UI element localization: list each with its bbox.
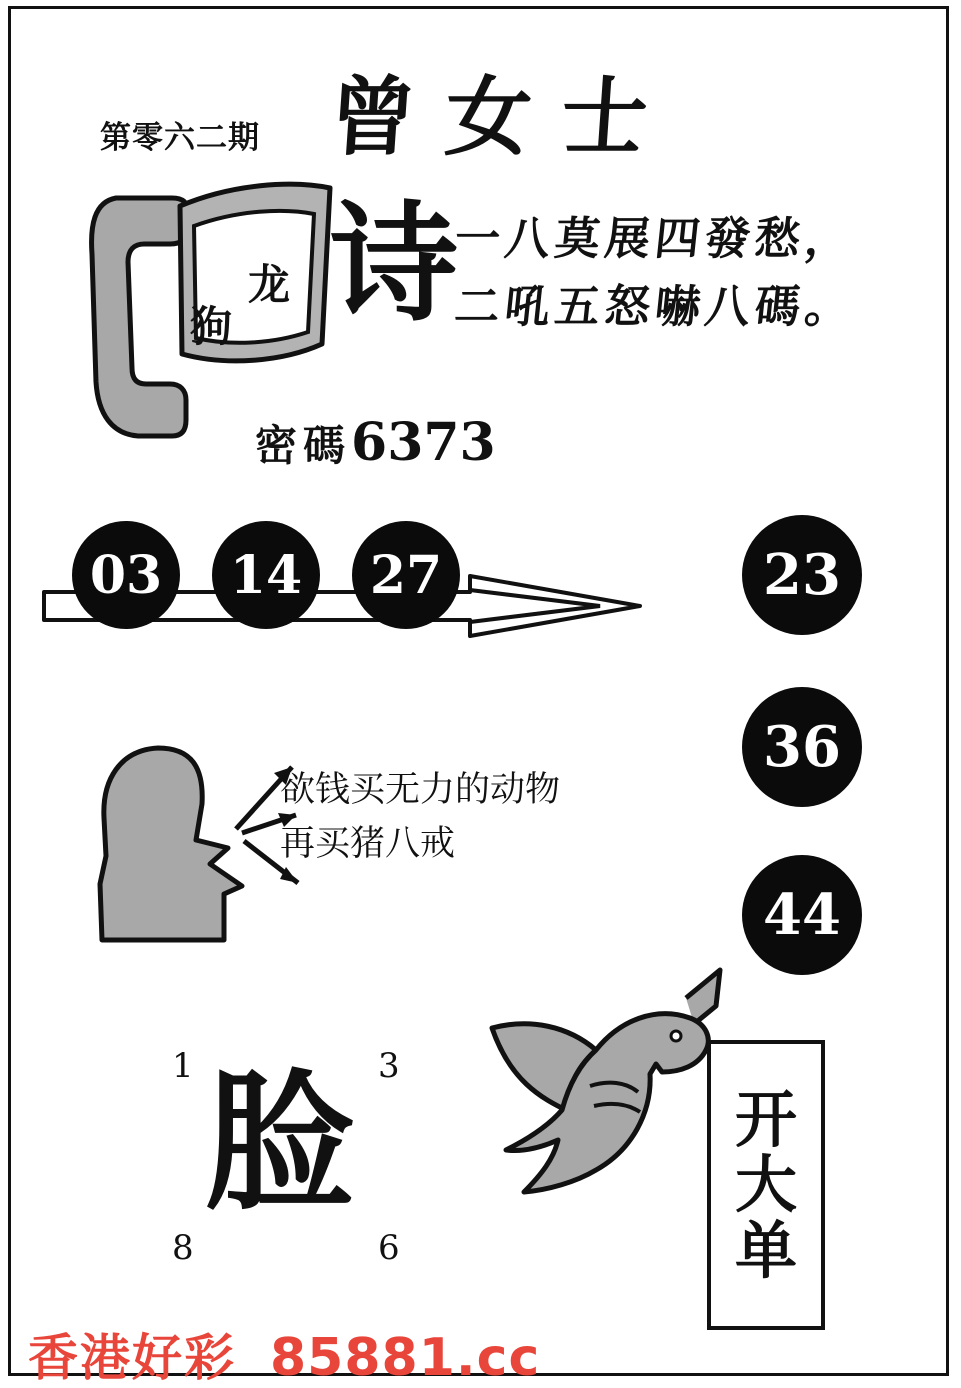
poem-line-2: 二吼五怒嚇八碼。: [452, 279, 858, 333]
zodiac-gou-label: 狗: [190, 302, 233, 351]
vertical-char-2: 大: [734, 1148, 797, 1222]
vertical-char-3: 单: [734, 1213, 797, 1287]
number-ball-side: 44: [742, 855, 862, 975]
poem-line-1: 一八莫展四發愁，: [452, 212, 858, 265]
footer: [28, 1318, 540, 1388]
vertical-text-box: [707, 1040, 825, 1330]
vertical-char-1: 开: [734, 1083, 797, 1157]
speech-line-1: 欲钱买无力的动物: [280, 770, 561, 810]
zodiac-long-label: 龙: [248, 260, 291, 309]
footer-url[interactable]: 85881.cc: [270, 1328, 541, 1388]
number-ball: 27: [352, 521, 460, 629]
corner-digit-bottom-right: 6: [378, 1228, 400, 1268]
corner-digit-bottom-left: 8: [172, 1228, 194, 1268]
speech-block: [280, 763, 560, 872]
number-ball: 14: [212, 521, 320, 629]
corner-digit-top-right: 3: [378, 1046, 400, 1086]
speech-line-2: 再买猪八戒: [280, 824, 456, 865]
password-value: 6373: [351, 412, 496, 473]
issue-label: 第零六二期: [100, 120, 260, 156]
number-ball-side: 23: [742, 515, 862, 635]
corner-digit-top-left: 1: [172, 1046, 194, 1086]
center-big-char: 脸: [205, 1055, 356, 1231]
number-ball-side: 36: [742, 687, 862, 807]
page-title: 曾女士: [325, 67, 682, 168]
footer-brand: 香港好彩: [28, 1328, 236, 1387]
plaque-big-char: 诗: [330, 189, 459, 339]
poem-block: [452, 205, 925, 340]
number-ball: 03: [72, 521, 180, 629]
password-row: [255, 412, 496, 473]
password-label: 密碼: [255, 421, 352, 470]
